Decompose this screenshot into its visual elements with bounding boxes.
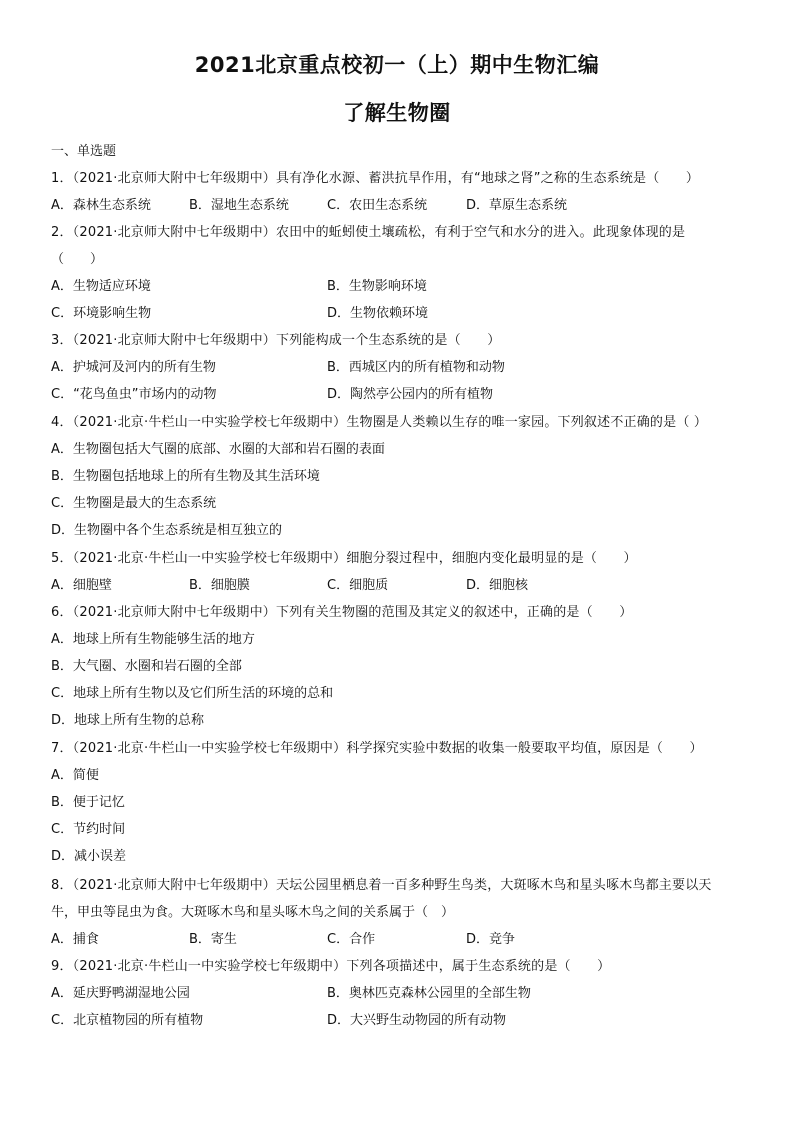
question-3-option-a: A．护城河及河内的所有生物: [51, 360, 216, 375]
question-4-option-b: B．生物圈包括地球上的所有生物及其生活环境: [51, 469, 320, 484]
question-9-stem: 9．（2021·北京·牛栏山一中实验学校七年级期中）下列各项描述中，属于生态系统的是（ ）: [51, 959, 611, 974]
question-9-option-c: C．北京植物园的所有植物: [51, 1013, 204, 1028]
question-5-option-a: A．细胞壁: [51, 578, 112, 593]
question-7-option-b: B．便于记忆: [51, 795, 125, 810]
document-title: 2021北京重点校初一（上）期中生物汇编: [194, 53, 600, 77]
question-4-option-d: D．生物圈中各个生态系统是相互独立的: [51, 523, 283, 538]
question-2-option-d: D．生物依赖环境: [327, 306, 429, 321]
question-1-option-d: D．草原生态系统: [466, 198, 568, 213]
question-7-stem: 7．（2021·北京·牛栏山一中实验学校七年级期中）科学探究实验中数据的收集一般要取平均值，原因是（ ）: [51, 741, 703, 756]
question-9-option-a: A．延庆野鸭湖湿地公园: [51, 986, 190, 1001]
question-8-option-a: A．捕食: [51, 932, 99, 947]
question-8-stem-cont: 牛，甲虫等昆虫为食。大斑啄木鸟和星头啄木鸟之间的关系属于（ ）: [51, 905, 455, 920]
question-6-stem: 6．（2021·北京师大附中七年级期中）下列有关生物圈的范围及其定义的叙述中，正确的是（ ）: [51, 605, 633, 620]
question-1-option-c: C．农田生态系统: [327, 198, 428, 213]
question-1-option-a: A．森林生态系统: [51, 198, 151, 213]
question-3-option-c: C．“花鸟鱼虫”市场内的动物: [51, 387, 217, 402]
question-6-option-a: A．地球上所有生物能够生活的地方: [51, 632, 255, 647]
question-2-stem-cont: （ ）: [51, 252, 104, 267]
question-9-option-d: D．大兴野生动物园的所有动物: [327, 1013, 507, 1028]
question-1-stem: 1．（2021·北京师大附中七年级期中）具有净化水源、蓄洪抗旱作用，有“地球之肾”之称的生态系统是（ ）: [51, 171, 700, 186]
question-5-option-b: B．细胞膜: [189, 578, 250, 593]
question-1-option-b: B．湿地生态系统: [189, 198, 289, 213]
question-6-option-c: C．地球上所有生物以及它们所生活的环境的总和: [51, 686, 334, 701]
question-3-stem: 3．（2021·北京师大附中七年级期中）下列能构成一个生态系统的是（ ）: [51, 333, 501, 348]
question-5-stem: 5．（2021·北京·牛栏山一中实验学校七年级期中）细胞分裂过程中，细胞内变化最明显的是（ ）: [51, 551, 637, 566]
question-5-option-d: D．细胞核: [466, 578, 529, 593]
question-5-option-c: C．细胞质: [327, 578, 389, 593]
question-4-option-c: C．生物圈是最大的生态系统: [51, 496, 217, 511]
question-4-option-a: A．生物圈包括大气圈的底部、水圈的大部和岩石圈的表面: [51, 442, 385, 457]
question-8-option-d: D．竞争: [466, 932, 516, 947]
question-3-option-b: B．西城区内的所有植物和动物: [327, 360, 505, 375]
question-4-stem: 4．（2021·北京·牛栏山一中实验学校七年级期中）生物圈是人类赖以生存的唯一家园。下列叙述不正确的是（ ）: [51, 415, 708, 430]
question-2-stem: 2．（2021·北京师大附中七年级期中）农田中的蚯蚓使土壤疏松，有利于空气和水分的进入。此现象体现的是: [51, 225, 686, 240]
question-6-option-b: B．大气圈、水圈和岩石圈的全部: [51, 659, 242, 674]
section-label: 一、单选题: [51, 144, 117, 159]
question-8-stem: 8．（2021·北京师大附中七年级期中）天坛公园里栖息着一百多种野生鸟类，大斑啄木鸟和星头啄木鸟都主要以天: [51, 878, 712, 893]
question-8-option-b: B．寄生: [189, 932, 237, 947]
question-7-option-c: C．节约时间: [51, 822, 126, 837]
question-7-option-d: D．减小误差: [51, 849, 127, 864]
question-2-option-a: A．生物适应环境: [51, 279, 151, 294]
question-9-option-b: B．奥林匹克森林公园里的全部生物: [327, 986, 531, 1001]
question-2-option-b: B．生物影响环境: [327, 279, 427, 294]
question-3-option-d: D．陶然亭公园内的所有植物: [327, 387, 494, 402]
document-subtitle: 了解生物圈: [343, 101, 451, 125]
question-8-option-c: C．合作: [327, 932, 376, 947]
question-2-option-c: C．环境影响生物: [51, 306, 152, 321]
question-6-option-d: D．地球上所有生物的总称: [51, 713, 205, 728]
question-7-option-a: A．简便: [51, 768, 99, 783]
